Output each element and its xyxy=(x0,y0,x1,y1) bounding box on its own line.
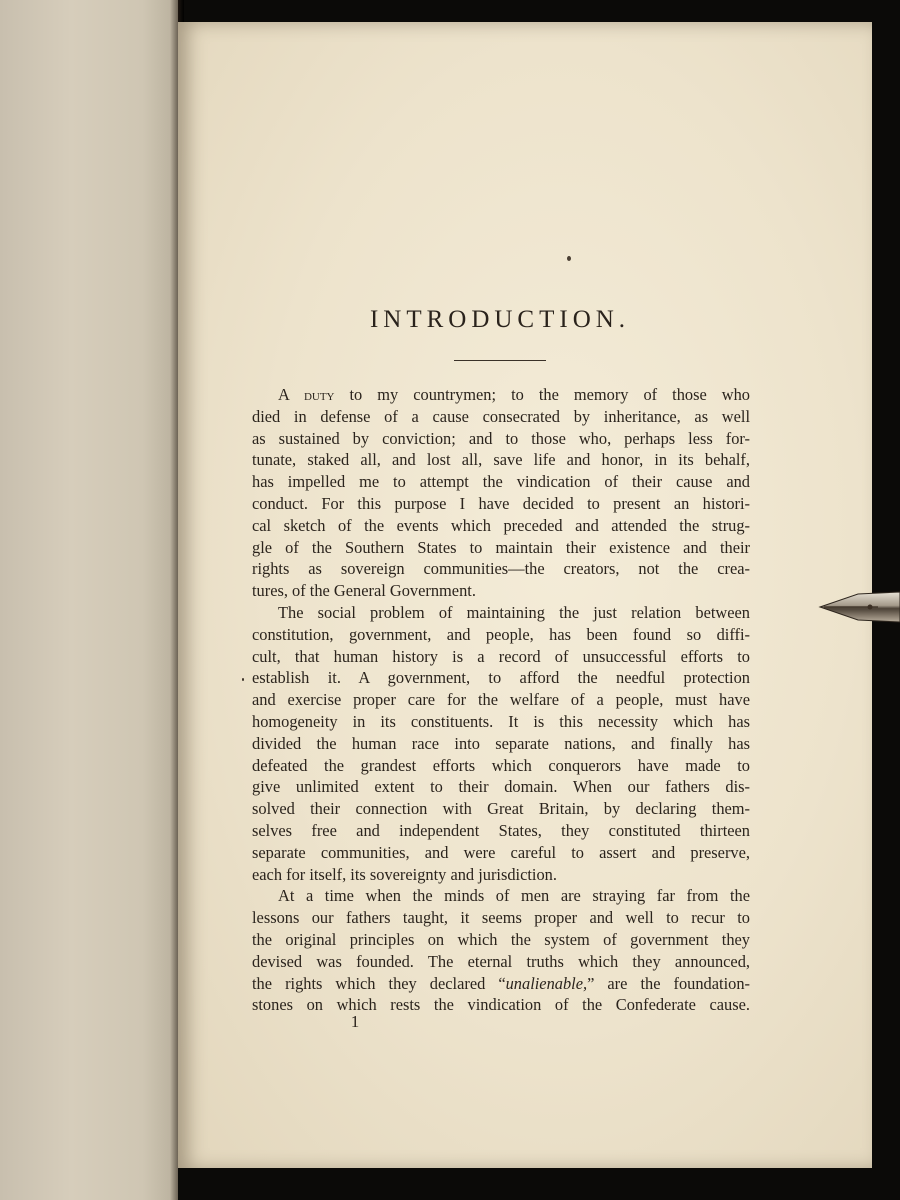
text-line: establish it. A government, to afford the needful protection xyxy=(252,668,750,688)
text-line: died in defense of a cause consecrated by inheritance, as well xyxy=(252,406,750,426)
text-line: separate communities, and were careful to assert and preserve, xyxy=(252,842,750,862)
lead-word: A duty xyxy=(278,385,335,404)
text-line: cult, that human history is a record of unsuccessful efforts to xyxy=(252,646,750,666)
text-line: stones on which rests the vindication of the Confederate cause. xyxy=(252,995,750,1015)
text-line: cal sketch of the events which preceded and attended the strug- xyxy=(252,515,750,535)
text-line: each for itself, its sovereignty and jurisdiction. xyxy=(252,864,557,884)
text-line: devised was founded. The eternal truths which they announced, xyxy=(252,951,750,971)
text-line: conduct. For this purpose I have decided to present an histori- xyxy=(252,493,750,513)
page-bottom-shadow xyxy=(178,1168,900,1200)
text-line: as sustained by conviction; and to those who, perhaps less for- xyxy=(252,428,750,448)
text-line: tures, of the General Government. xyxy=(252,581,476,601)
text-line: The social problem of maintaining the just relation between xyxy=(278,602,750,622)
text-line: defeated the grandest efforts which conquerors have made to xyxy=(252,755,750,775)
title-divider xyxy=(454,360,546,361)
text-line: selves free and independent States, they constituted thirteen xyxy=(252,820,750,840)
text-line: solved their connection with Great Britain, by declaring them- xyxy=(252,799,750,819)
page-title: INTRODUCTION. xyxy=(369,306,631,333)
text-line: lessons our fathers taught, it seems proper and well to recur to xyxy=(252,908,750,928)
page-number: 1 xyxy=(350,1012,360,1031)
paper-speck xyxy=(567,256,571,261)
pen-nib-icon xyxy=(818,586,900,628)
text-line: the original principles on which the system of government they xyxy=(252,929,750,949)
text-line: the rights which they declared “unalienable,” are the foundation- xyxy=(252,973,750,993)
text-line: tunate, staked all, and lost all, save life and honor, in its behalf, xyxy=(252,450,750,470)
text-line: has impelled me to attempt the vindication of their cause and xyxy=(252,472,750,492)
text-line: divided the human race into separate nations, and finally has xyxy=(252,733,750,753)
text-line: At a time when the minds of men are straying far from the xyxy=(278,886,750,906)
text-line: A duty to my countrymen; to the memory of those who xyxy=(278,385,750,404)
text-line: rights as sovereign communities—the creators, not the crea- xyxy=(252,559,750,579)
text-line: gle of the Southern States to maintain their existence and their xyxy=(252,537,750,557)
italic-word: unalienable, xyxy=(505,973,588,993)
text-line: and exercise proper care for the welfare of a people, must have xyxy=(252,690,750,710)
body-text xyxy=(252,384,750,1016)
left-page-edge xyxy=(0,0,178,1200)
paper-speck-small xyxy=(242,678,244,681)
text-line: constitution, government, and people, has been found so diffi- xyxy=(252,624,750,644)
text-line: give unlimited extent to their domain. When our fathers dis- xyxy=(252,777,750,797)
text-line: homogeneity in its constituents. It is this necessity which has xyxy=(252,711,750,731)
